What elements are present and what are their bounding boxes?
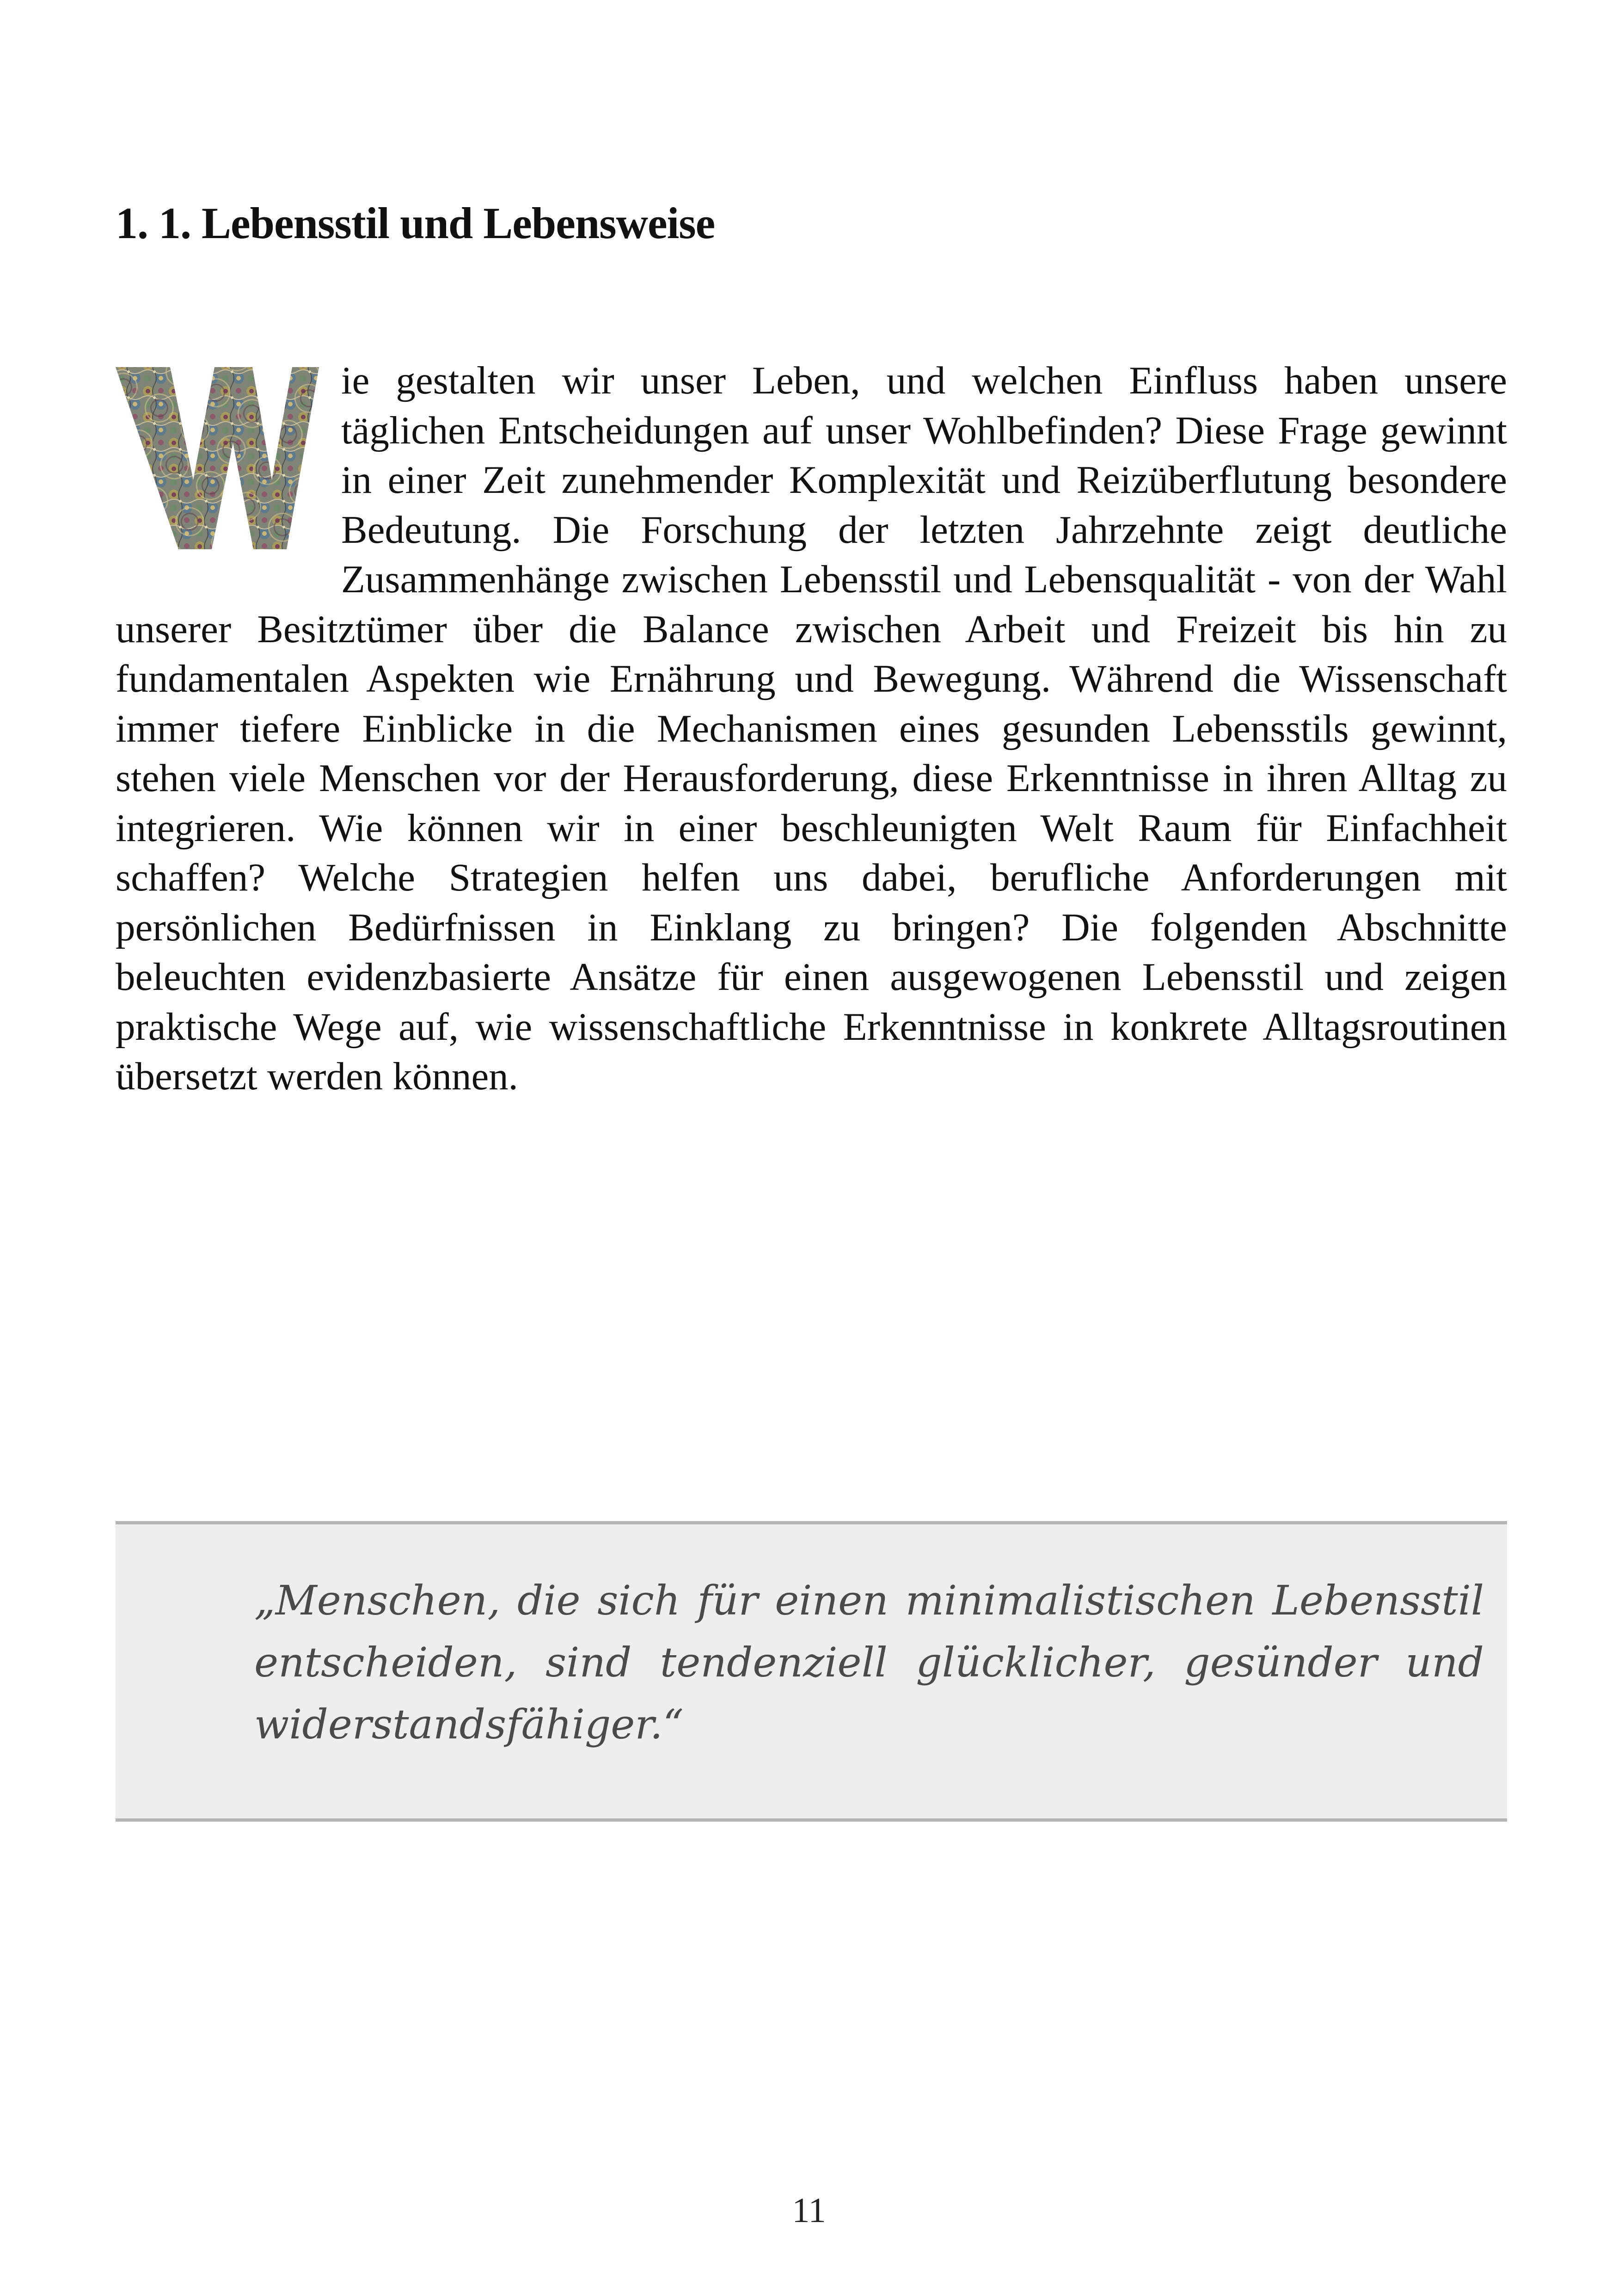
body-text: ie gestalten wir unser Leben, und welchen Einfluss haben unsere täglichen Entscheidungen auf unser Wohlbefinden? Diese Frage gewinnt in einer Zeit zunehmender Komplexität und Reizüberflutung besondere Bedeutung. Die Forschung der letzten Jahrzehnte zeigt deutliche Zusammenhänge zwischen Lebensstil und Lebensqualität - von der Wahl unserer Besitztümer über die Balance zwischen Arbeit und Freizeit bis hin zu fundamentalen Aspekten wie Ernährung und Bewegung. Während die Wissenschaft immer tiefere Einblicke in die Mechanismen eines gesunden Lebensstils gewinnt, stehen viele Menschen vor der Herausforderung, diese Erkenntnisse in ihren Alltag zu integrieren. Wie können wir in einer beschleunigten Welt Raum für Einfachheit schaffen? Welche Strategien helfen uns dabei, berufliche Anforderungen mit persönlichen Bedürfnissen in Einklang zu bringen? Die folgenden Abschnitte beleuchten evidenzbasierte Ansätze für einen ausgewogenen Lebensstil und zeigen praktische Wege auf, wie wissenschaftliche Erkenntnisse in konkrete Alltagsroutinen übersetzt werden können. <box>116 359 1507 1098</box>
body-paragraph <box>116 356 1507 1102</box>
section-heading: 1. 1. Lebensstil und Lebensweise <box>116 198 715 248</box>
drop-cap-W <box>116 359 319 558</box>
quote-box <box>116 1521 1507 1822</box>
quote-text: „Menschen, die sich für einen minimalistischen Lebensstil entscheiden, sind tendenziell glücklicher, gesünder und widerstandsfähiger.“ <box>254 1577 1484 1748</box>
page-number: 11 <box>792 2191 826 2230</box>
